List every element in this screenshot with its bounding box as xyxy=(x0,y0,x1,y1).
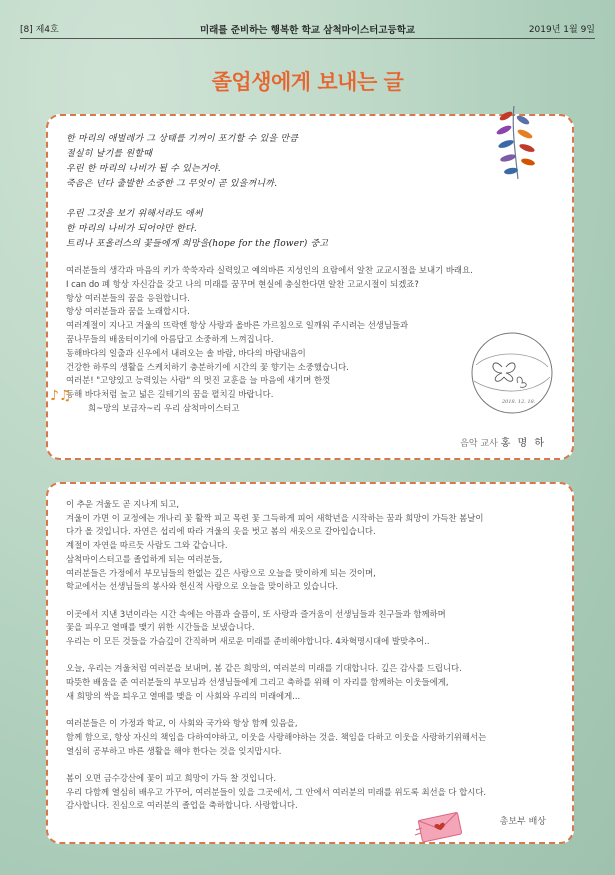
letter-1-body xyxy=(66,264,473,416)
body-line: 동해 바다처럼 높고 넓은 길테기의 꿈을 펼치길 바랍니다. xyxy=(66,389,274,400)
body-line: 겨울이 가면 이 교정에는 개나리 꽃 활짝 피고 목련 꽃 그득하게 피어 새학년을 시작하는 꿈과 희망이 가득찬 봄날이 xyxy=(66,512,484,523)
poem-line: 우린 한 마리의 나비가 될 수 있는거야. xyxy=(66,164,221,174)
body-line: 동해바다의 일출과 신우에서 내려오는 솔 바람, 바다의 바람내음이 xyxy=(66,347,306,358)
newspaper-title: 미래를 준비하는 행복한 학교 삼척마이스터고등학교 xyxy=(199,25,416,36)
signature-role: 음악 교사 xyxy=(460,439,498,449)
poem-line: 한 마리의 나비가 되어야만 한다. xyxy=(66,224,197,234)
body-line: 건강한 하루의 생활을 스케치하기 충분하기에 시간의 꽃 향기는 소중했습니다. xyxy=(66,361,349,372)
body-line: 꿈나무들의 배움터이기에 아름답고 소중하게 느껴집니다. xyxy=(66,333,274,344)
body-line: 함께 함으로, 항상 자신의 책임을 다하여야하고, 이웃을 사랑해야하는 것을. 책임을 다하고 이웃을 사랑하기위해서는 xyxy=(66,731,487,742)
art-caption: 2018. 12. 18. xyxy=(502,399,536,405)
body-line: 항상 여러분들의 꿈을 응원합니다. xyxy=(66,292,190,303)
issue-date: 2019년 1월 9일 xyxy=(528,25,595,35)
body-line: 우리는 이 모든 것들을 가슴깊이 간직하며 새로운 미래를 준비해야합니다. 4차혁명시대에 발맞추어.. xyxy=(66,636,430,647)
page-title: 졸업생에게 보내는 글 xyxy=(211,70,404,94)
body-line: I can do 폐 항상 자신감을 갖고 나의 미래를 꿈꾸며 현실에 충실한다면 알찬 고교시절이 되겠죠? xyxy=(66,278,419,289)
poem-line: 트리나 포올러스의 꽃들에게 희망을(hope for the flower) 중고 xyxy=(66,239,329,249)
body-line: 이곳에서 지낸 3년이라는 시간 속에는 아픔과 슬픔이, 또 사랑과 즐거움이 선생님들과 친구들과 함께하며 xyxy=(66,608,446,619)
body-line: 다가 올 것입니다. 자연은 섭리에 따라 겨울의 옷을 벗고 봄의 새옷으로 갈아입습니다. xyxy=(66,526,376,537)
letter-card-2 xyxy=(46,482,574,844)
page-number: [8] 제4호 xyxy=(20,25,59,35)
body-line: 여러분들은 이 가정과 학교, 이 사회와 국가와 항상 함께 있음을, xyxy=(66,718,298,729)
butterfly-sketch-illustration xyxy=(462,325,562,425)
signature-name: 홍 명 하 xyxy=(500,438,546,449)
music-notes-icon: ♪♫ xyxy=(50,388,72,404)
signature-1 xyxy=(460,434,546,449)
newspaper-header xyxy=(20,22,595,39)
body-line: 이 추운 겨울도 곧 지나게 되고, xyxy=(66,499,180,509)
poem-line: 죽음은 넌다 출발한 소중한 그 무엇이 곧 있을꺼니까. xyxy=(66,179,278,189)
body-line: 열심히 공부하고 바른 생활을 해야 한다는 것을 잊지맙시다. xyxy=(66,745,282,756)
body-line: 학교에서는 선생님들의 봉사와 헌신적 사랑으로 오늘을 맞이하고 있습니다. xyxy=(66,581,339,592)
body-line: 여러분들의 생각과 마음의 키가 쑥쑥자라 실력있고 예의바른 지성인의 요람에서 알찬 교교시절을 보내기 바래요. xyxy=(66,265,473,275)
poem-line: 우린 그것을 보기 위해서라도 애써 xyxy=(66,209,203,219)
body-line: 우리 다함께 열심히 배우고 가꾸어, 여러분들이 있을 그곳에서, 그 안에서 여러분의 미래를 위도록 최선을 다 합시다. xyxy=(66,786,487,797)
body-line: 여러분! "고양있고 능력있는 사람" 의 멋진 교훈을 늘 마음에 새기며 한껏 xyxy=(66,375,331,386)
body-line: 여러분들은 가정에서 부모님들의 한없는 깊은 사랑으로 오늘을 맞이하게 되는 것이며, xyxy=(66,567,376,578)
poem-line: 한 마리의 애벌레가 그 상태를 기꺼이 포기할 수 있을 만큼 xyxy=(66,134,299,144)
body-line: 여러계절이 지나고 겨울의 뜨락엔 항상 사랑과 올바른 가르침으로 일깨워 주시려는 선생님들과 xyxy=(66,320,409,331)
handwritten-poem xyxy=(66,132,446,252)
body-line: 오늘, 우리는 겨울처럼 여러분을 보내며, 봄 같은 희망의, 여러분의 미래를 기대합니다. 깊은 감사를 드립니다. xyxy=(66,663,462,674)
envelope-heart-icon xyxy=(414,810,468,844)
body-line: 새 희망의 싹을 틔우고 열매를 맺을 이 사회와 우리의 미래에게... xyxy=(66,690,301,701)
body-line: 항상 여러분들과 꿈을 노래합시다. xyxy=(66,306,190,317)
body-line: 계절이 자연을 따르듯 사람도 그와 같습니다. xyxy=(66,540,228,551)
body-line: 삼척마이스터고를 졸업하게 되는 여러분들, xyxy=(66,553,223,564)
leaf-branch-illustration xyxy=(484,104,544,184)
body-line-slogan: 희~망의 보금자~리 우리 삼척마이스터고 xyxy=(88,402,240,413)
body-line: 감사합니다. 진심으로 여러분의 졸업을 축하합니다. 사랑합니다. xyxy=(66,800,298,811)
body-line: 꽃을 피우고 열매를 맺기 위한 시간들을 보냈습니다. xyxy=(66,622,255,633)
poem-line: 절실히 날기를 원할때 xyxy=(66,149,153,159)
poem-line xyxy=(66,192,446,207)
letter-2-body xyxy=(66,498,556,813)
body-line: 봄이 오면 금수강산에 꽃이 피고 희망이 가득 찰 것입니다. xyxy=(66,773,277,783)
body-line: 따뜻한 배움을 준 여러분들의 부모님과 선생님들에게 그리고 축하를 위해 이 자리를 함께하는 이웃들에게, xyxy=(66,677,449,688)
signature-2: 총보부 배상 xyxy=(499,817,546,827)
